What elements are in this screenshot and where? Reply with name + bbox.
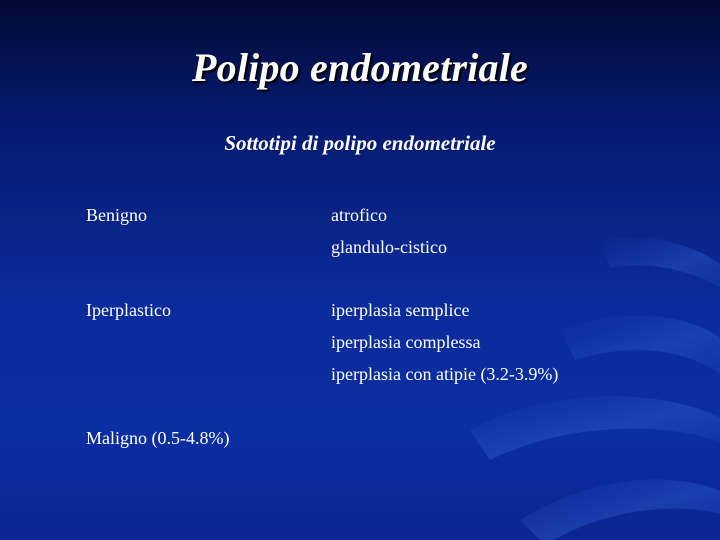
- subtype-atrofico: atrofico: [331, 205, 387, 225]
- subtype-iperplasia-con-atipie: iperplasia con atipie (3.2-3.9%): [331, 364, 559, 384]
- subtype-glandulo-cistico: glandulo-cistico: [331, 237, 447, 257]
- slide-subtitle: Sottotipi di polipo endometriale: [224, 131, 496, 155]
- slide-title: Polipo endometriale: [192, 45, 528, 90]
- category-benigno: Benigno: [86, 205, 147, 225]
- category-iperplastico: Iperplastico: [86, 300, 171, 320]
- category-maligno: Maligno (0.5-4.8%): [86, 428, 230, 448]
- subtype-iperplasia-complessa: iperplasia complessa: [331, 332, 481, 352]
- subtype-iperplasia-semplice: iperplasia semplice: [331, 300, 470, 320]
